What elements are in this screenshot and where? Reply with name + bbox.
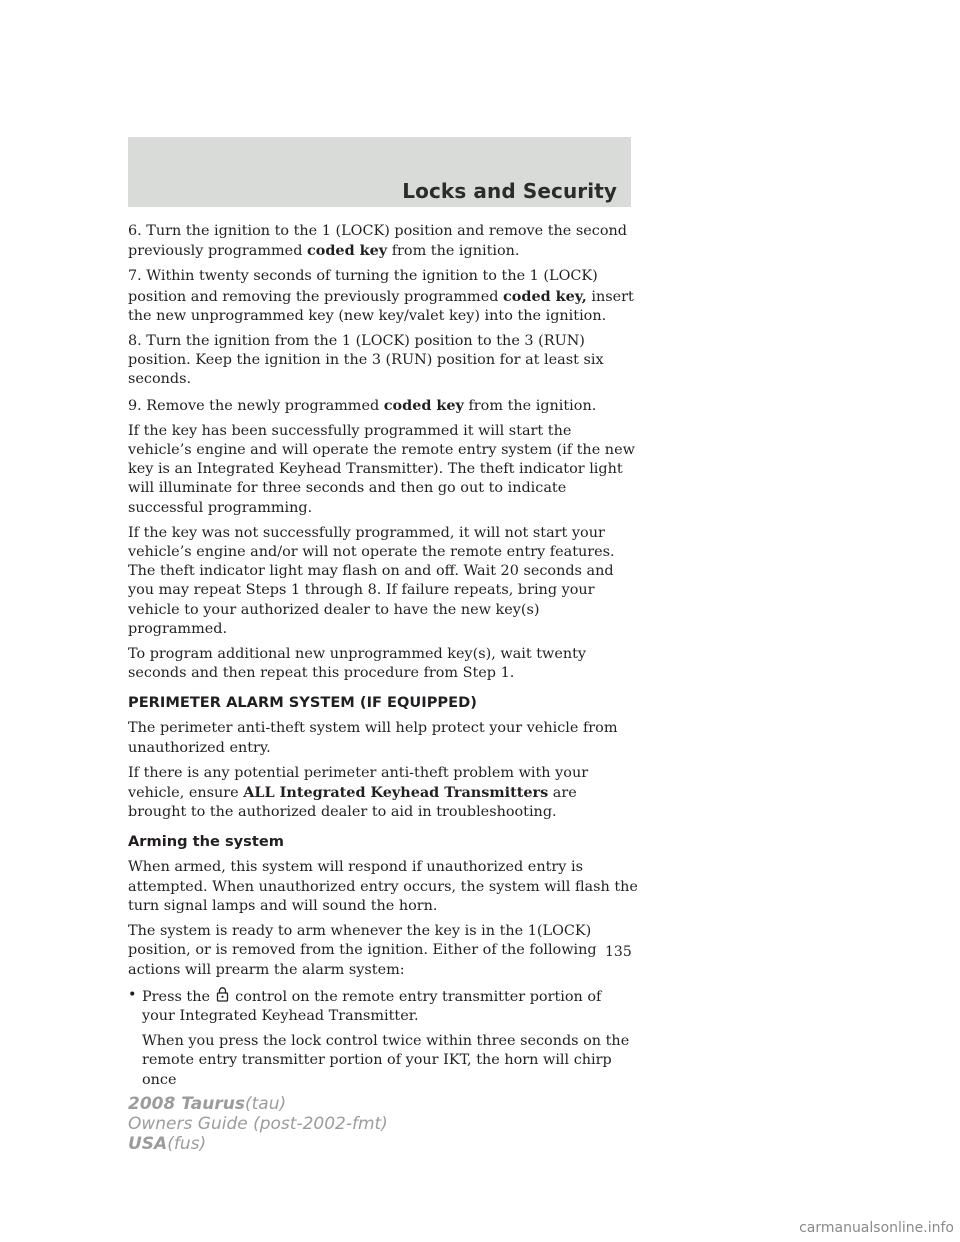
step-9-bold: coded key — [383, 396, 464, 414]
step-6-bold: coded key — [306, 242, 388, 260]
paragraph-perimeter: The perimeter anti-theft system will help protect your vehicle from unauthorized entry. — [128, 720, 618, 756]
page-number: 135 — [605, 944, 632, 960]
paragraph-press-twice: When you press the lock control twice within three seconds on the remote entry transmitter portion of your IKT, the horn will chirp once — [142, 1033, 630, 1088]
paragraph-failure: If the key was not successfully programmed, it will not start your vehicle’s engine and/or will not operate the remote entry features. The theft indicator light may flash on and off. Wait 20 seconds and you may repeat Steps 1 through 8. If failure repeats, bring your vehicle to your authorized dealer to have the new key(s) programmed. — [128, 524, 615, 637]
lock-icon — [216, 986, 229, 1002]
footer-line-1: 2008 Taurus(tau) — [128, 1094, 287, 1114]
footer-line-2: Owners Guide (post-2002-fmt) — [128, 1114, 388, 1134]
bullet-item: • Press the control on the remote entry transmitter portion of your Integrated Keyhead Transmitter. — [128, 986, 602, 1024]
section-title: Locks and Security — [402, 179, 617, 203]
paragraph-problem: If there is any potential perimeter anti-theft problem with your vehicle, ensure ALL Integrated Keyhead Transmitters are brought to the authorized dealer to aid in troubleshooting. — [128, 764, 589, 821]
footer-document-info — [128, 1094, 388, 1154]
page-content — [128, 222, 638, 1096]
paragraph-success: If the key has been successfully programmed it will start the vehicle’s engine and will operate the remote entry system (if the new key is an Integrated Keyhead Transmitter). The theft indicator light will illuminate for three seconds and then go out to indicate successful programming. — [128, 422, 635, 516]
step-6: 6. Turn the ignition to the 1 (LOCK) position and remove the second previously programmed coded key from the ignition. — [128, 223, 627, 260]
watermark: carmanualsonline.info — [799, 1220, 954, 1236]
heading-perimeter-alarm: PERIMETER ALARM SYSTEM (IF EQUIPPED) — [128, 694, 477, 712]
step-7-bold: coded key, — [503, 287, 587, 305]
step-8: 8. Turn the ignition from the 1 (LOCK) position to the 3 (RUN) position. Keep the ignition in the 3 (RUN) position for at least six seconds. — [128, 333, 604, 388]
section-header — [128, 137, 631, 207]
paragraph-armed: When armed, this system will respond if unauthorized entry is attempted. When unauthorized entry occurs, the system will flash the turn signal lamps and will sound the horn. — [128, 859, 638, 914]
bullet-dot: • — [128, 986, 137, 1003]
footer-line-3: USA(fus) — [128, 1134, 207, 1154]
paragraph-problem-bold: ALL Integrated Keyhead Transmitters — [243, 784, 549, 802]
step-7: 7. Within twenty seconds of turning the ignition to the 1 (LOCK) position and removing the previously programmed coded key, insert the new unprogrammed key (new key/valet key) into the ignition. — [128, 268, 634, 324]
heading-arming: Arming the system — [128, 833, 284, 851]
step-9: 9. Remove the newly programmed coded key from the ignition. — [128, 396, 597, 414]
paragraph-ready: The system is ready to arm whenever the key is in the 1(LOCK) position, or is removed from the ignition. Either of the following actions will prearm the alarm system: — [128, 923, 597, 978]
paragraph-additional: To program additional new unprogrammed key(s), wait twenty seconds and then repeat this procedure from Step 1. — [128, 646, 587, 682]
